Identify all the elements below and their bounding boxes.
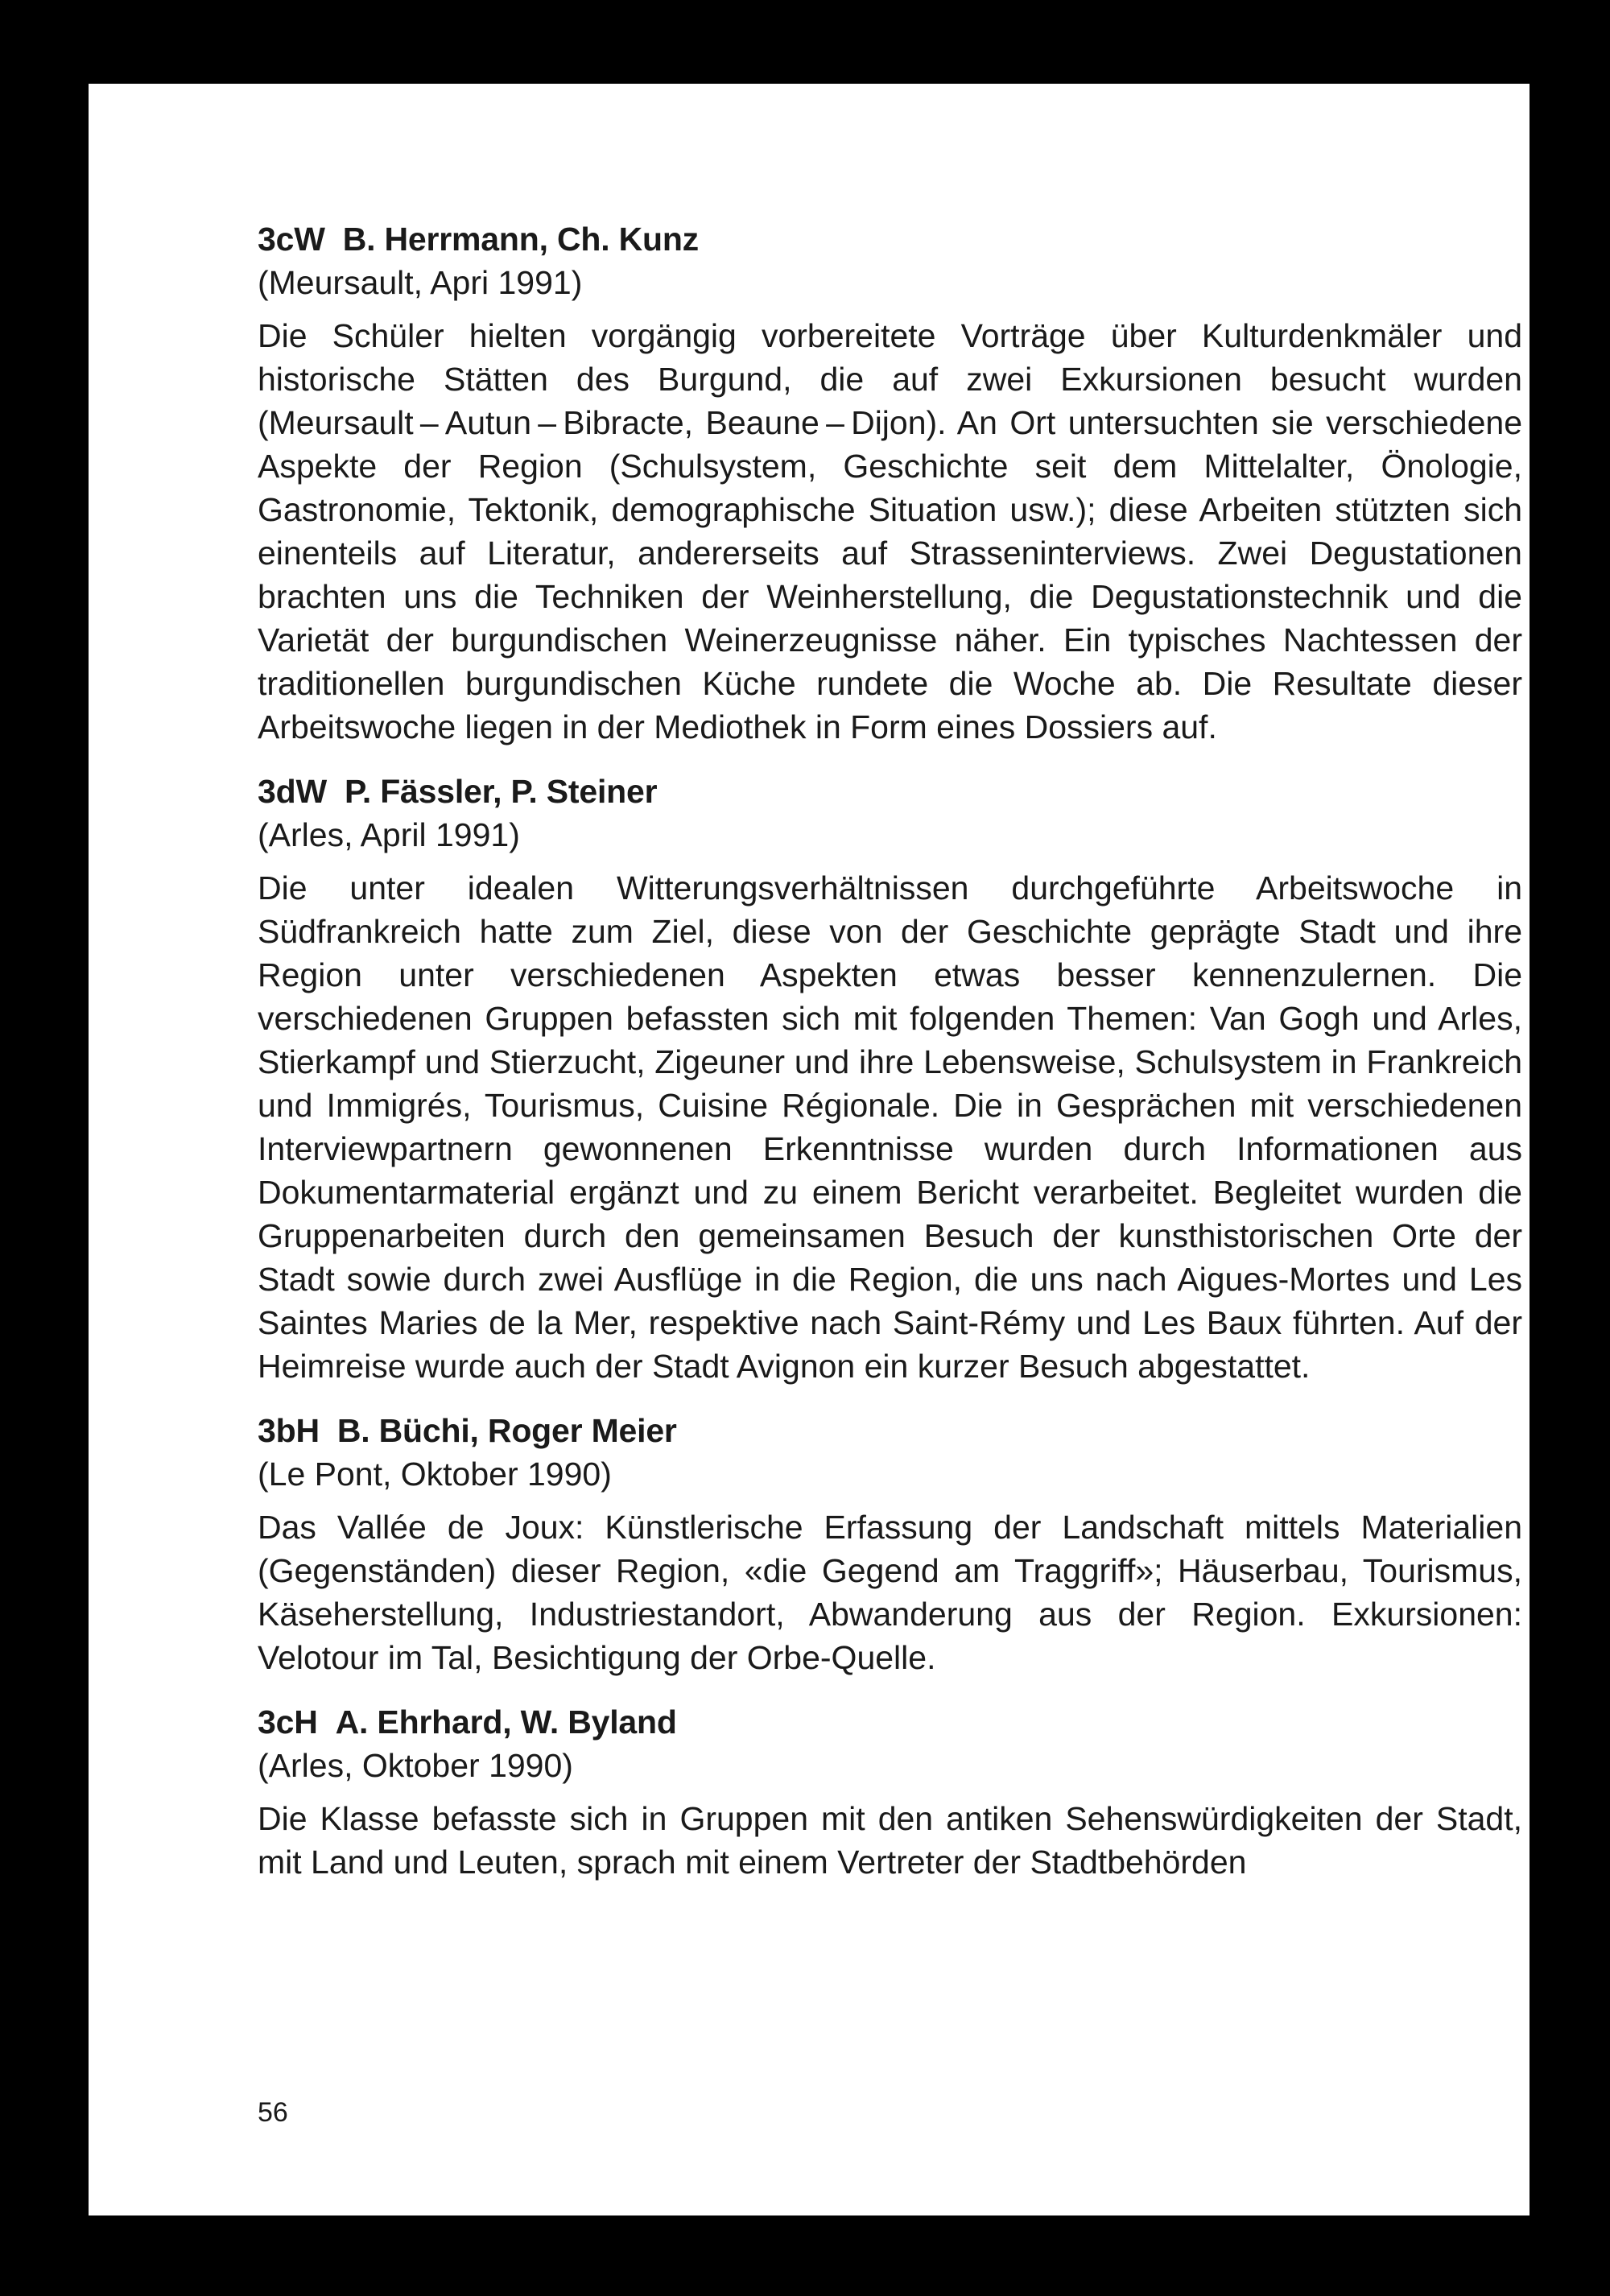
place-date: (Arles, Oktober 1990) <box>258 1747 573 1784</box>
teacher-names: B. Büchi, Roger Meier <box>336 1412 677 1449</box>
section-heading <box>258 1700 1522 1744</box>
section-3bh <box>258 1409 1522 1679</box>
class-code: 3cH <box>258 1703 318 1741</box>
section-3ch <box>258 1700 1522 1884</box>
page-number: 56 <box>258 2097 288 2128</box>
document-page <box>89 84 1530 2215</box>
page-content <box>258 217 1522 1905</box>
section-3cw <box>258 217 1522 749</box>
class-code: 3cW <box>258 221 325 258</box>
place-date: (Arles, April 1991) <box>258 816 520 853</box>
class-code: 3bH <box>258 1412 320 1449</box>
section-text: Die unter idealen Witterungsverhältnissen durchgeführte Arbeitswoche in Südfrankreich hatte zum Ziel, diese von der Geschichte geprägte Stadt und ihre Region unter verschiedenen Aspekten etwas besser kennenzulernen. Die verschiedenen Gruppen befassten sich mit folgenden Themen: Van Gogh und Arles, Stierkampf und Stierzucht, Zigeuner und ihre Lebensweise, Schulsystem in Frankreich und Immigrés, Tourismus, Cuisine Régionale. Die in Gesprächen mit verschiedenen Interviewpartnern gewonnenen Erkenntnisse wurden durch Informationen aus Dokumentarmaterial ergänzt und zu einem Bericht verarbeitet. Begleitet wurden die Gruppenarbeiten durch den gemeinsamen Besuch der kunsthistorischen Orte der Stadt sowie durch zwei Ausflüge in die Region, die uns nach Aigues-Mortes und Les Saintes Maries de la Mer, respektive nach Saint-Rémy und Les Baux führten. Auf der Heimreise wurde auch der Stadt Avignon ein kurzer Besuch abgestattet. <box>258 869 1522 1385</box>
place-date: (Le Pont, Oktober 1990) <box>258 1456 612 1493</box>
section-heading <box>258 1409 1522 1452</box>
section-text: Die Klasse befasste sich in Gruppen mit den antiken Sehenswürdigkeiten der Stadt, mit Land und Leuten, sprach mit einem Vertreter der Stadtbehörden <box>258 1800 1522 1881</box>
teacher-names: P. Fässler, P. Steiner <box>344 773 658 810</box>
section-heading <box>258 770 1522 813</box>
teacher-names: B. Herrmann, Ch. Kunz <box>342 221 699 258</box>
section-text: Das Vallée de Joux: Künstlerische Erfassung der Landschaft mittels Materialien (Gegenständen) dieser Region, «die Gegend am Traggriff»; Häuserbau, Tourismus, Käseherstellung, Industriestandort, Abwanderung aus der Region. Exkursionen: Velotour im Tal, Besichtigung der Orbe-Quelle. <box>258 1509 1522 1676</box>
place-date: (Meursault, Apri 1991) <box>258 264 583 301</box>
teacher-names: A. Ehrhard, W. Byland <box>335 1703 677 1741</box>
section-heading <box>258 217 1522 261</box>
section-text: Die Schüler hielten vorgängig vorbereitete Vorträge über Kulturdenkmäler und historische Stätten des Burgund, die auf zwei Exkursionen besucht wurden (Meursault – Autun – Bibracte, Beaune – Dijon). An Ort untersuchten sie verschiedene Aspekte der Region (Schulsystem, Geschichte seit dem Mittelalter, Önologie, Gastronomie, Tektonik, demographische Situation usw.); diese Arbeiten stützten sich einenteils auf Literatur, andererseits auf Strasseninterviews. Zwei Degustationen brachten uns die Techniken der Weinherstellung, die Degustationstechnik und die Varietät der burgundischen Weinerzeugnisse näher. Ein typisches Nachtessen der traditionellen burgundischen Küche rundete die Woche ab. Die Resultate dieser Arbeitswoche liegen in der Mediothek in Form eines Dossiers auf. <box>258 317 1522 745</box>
class-code: 3dW <box>258 773 327 810</box>
section-3dw <box>258 770 1522 1388</box>
